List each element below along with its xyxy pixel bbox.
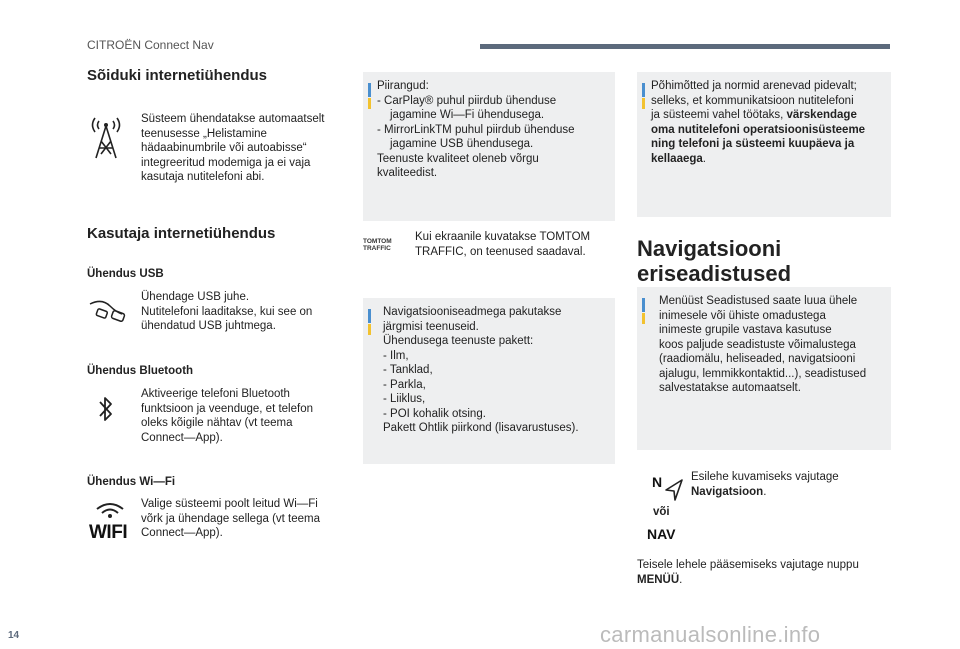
heading-navigation-settings: Navigatsiooni eriseadistused: [637, 236, 792, 286]
heading-user-connection: Kasutaja internetiühendus: [87, 225, 276, 242]
info-bar-accent-icon: [368, 324, 371, 335]
nav-button-label: NAV: [647, 526, 676, 542]
bluetooth-icon: [97, 394, 115, 424]
info-bar-icon: [368, 309, 371, 323]
wifi-text: Valige süsteemi poolt leitud Wi—Fi võrk ja ühendage sellega (vt teema Connect—App).: [141, 498, 320, 539]
bluetooth-title: Ühendus Bluetooth: [87, 365, 194, 377]
nav-n-label: N: [652, 474, 663, 490]
wifi-title: Ühendus Wi—Fi: [87, 476, 176, 488]
heading-vehicle-connection: Sõiduki internetiühendus: [87, 67, 268, 84]
info-bar-accent-icon: [368, 98, 371, 109]
info-box-services: Navigatsiooniseadmega pakutakse järgmisi teenuseid. Ühendusega teenuste pakett: - Ilm, - Tanklad, - Parkla, - Liiklus, - POI kohalik otsing. Pakett Ohtlik piirkond (lisavarustuses).: [363, 298, 615, 464]
info-bar-icon: [368, 83, 371, 97]
navigation-arrow-icon: [663, 478, 685, 502]
info-bar-accent-icon: [642, 313, 645, 324]
watermark: carmanualsonline.info: [600, 622, 821, 647]
info-box-settings: Menüüst Seadistused saate luua ühele inimesele või ühiste omadustega inimeste grupile vastava kasutuse koos paljude seadistuste võimalustega (raadiomälu, heliseaded, navigatsiooni ajalugu, lemmikkontaktid...), seadistused salvestatakse automaatselt.: [637, 287, 891, 450]
header-title: CITROËN Connect Nav: [87, 38, 214, 52]
nav-home-text: Esilehe kuvamiseks vajutage Navigatsioon.: [691, 471, 839, 498]
bluetooth-text: Aktiveerige telefoni Bluetooth funktsioon ja veenduge, et telefon oleks kõigile nähtav (vt teema Connect—App).: [141, 388, 313, 444]
nav-menu-text: Teisele lehele pääsemiseks vajutage nuppu MENÜÜ.: [637, 559, 859, 586]
info-bar-icon: [642, 298, 645, 312]
info-bar-accent-icon: [642, 98, 645, 109]
wifi-icon-label: WIFI: [89, 522, 128, 543]
page-number: 14: [8, 630, 20, 641]
header-bar: [480, 44, 890, 49]
info-bar-icon: [642, 83, 645, 97]
antenna-icon: [88, 116, 124, 160]
usb-text: Ühendage USB juhe. Nutitelefoni laaditakse, kui see on ühendatud USB juhtmega.: [141, 291, 313, 332]
usb-title: Ühendus USB: [87, 268, 164, 280]
usb-cable-icon: [88, 298, 128, 324]
info-box-updates: Põhimõtted ja normid arenevad pidevalt; selleks, et kommunikatsioon nutitelefoni ja süsteemi vahel töötaks, värskendage oma nutitelefoni operatsioonisüsteeme ning telefoni ja süsteemi kuupäeva ja kellaaega.: [637, 72, 891, 217]
info-box-restrictions: Piirangud: - CarPlay® puhul piirdub ühenduse jagamine Wi—Fi ühendusega. - MirrorLinkTM puhul piirdub ühenduse jagamine USB ühendusega. Teenuste kvaliteet oleneb võrgu kvaliteedist.: [363, 72, 615, 221]
wifi-icon: [95, 501, 125, 519]
vehicle-connection-text: Süsteem ühendatakse automaatselt teenusesse „Helistamine hädaabinumbrile või autoabisse“ integreeritud modemiga ja ei vaja kasutaja nutitelefoni abi.: [141, 113, 325, 183]
tomtom-text: Kui ekraanile kuvatakse TOMTOM TRAFFIC, on teenused saadaval.: [415, 231, 591, 258]
tomtom-traffic-icon: TOMTOM TRAFFIC: [363, 238, 392, 252]
nav-or-label: või: [653, 506, 670, 518]
